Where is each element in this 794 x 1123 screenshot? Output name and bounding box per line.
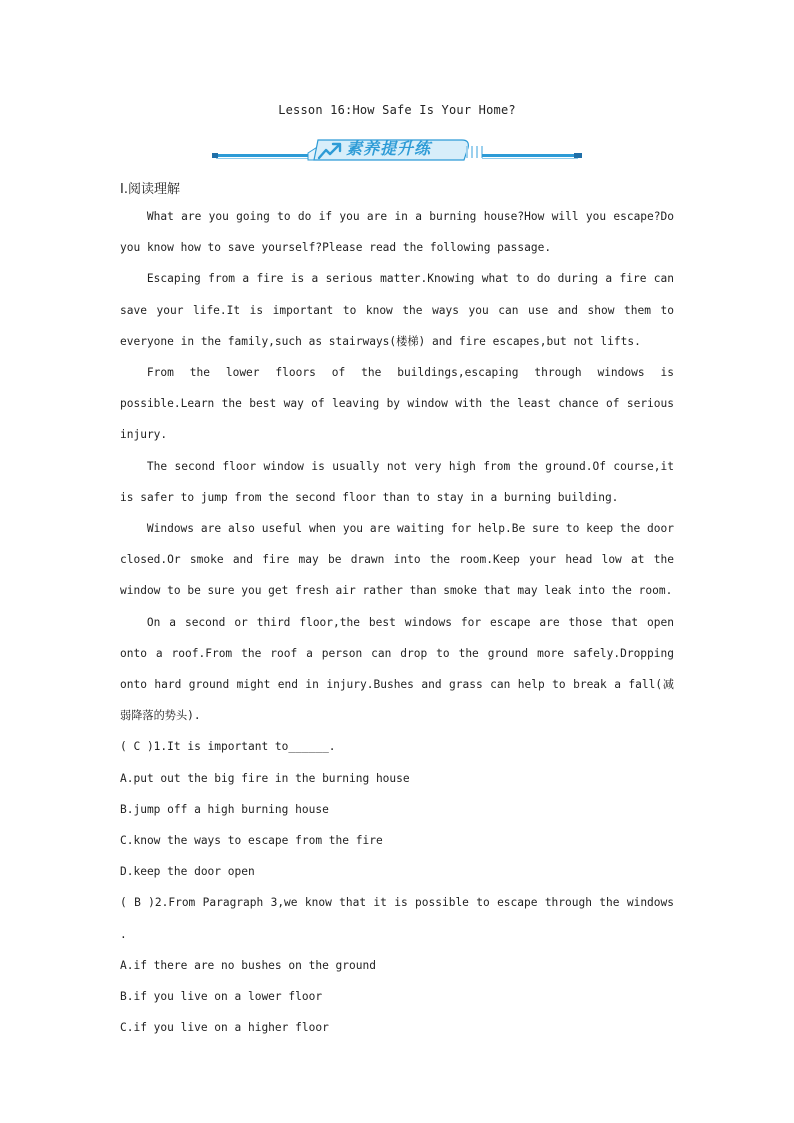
question-1-option-b: B.jump off a high burning house <box>120 802 329 816</box>
passage-paragraph: Windows are also useful when you are waiting for help.Be sure to keep the door closed.Or smoke and fire may be drawn into the room.Keep your head low at the window to be sure you get fresh air rather than smoke that may leak into the room. <box>120 522 674 598</box>
question-1-option-d: D.keep the door open <box>120 865 255 879</box>
section-banner <box>212 134 582 164</box>
lesson-title: Lesson 16:How Safe Is Your Home? <box>278 103 516 117</box>
question-2-option-b: B.if you live on a lower floor <box>120 990 323 1004</box>
passage-paragraph: On a second or third floor,the best windows for escape are those that open onto a roof.From the roof a person can drop to the ground more safely.Dropping onto hard ground might end in injury.Bushes and grass can help to break a fall(减弱降落的势头). <box>120 615 674 723</box>
passage-paragraph: From the lower floors of the buildings,escaping through windows is possible.Learn the best way of leaving by window with the least chance of serious injury. <box>120 366 674 442</box>
question-1-option-c: C.know the ways to escape from the fire <box>120 834 383 848</box>
trend-arrow-icon <box>317 141 343 161</box>
question-2-stem: ( B )2.From Paragraph 3,we know that it is possible to escape through the windows . <box>120 896 674 941</box>
passage-paragraph: The second floor window is usually not very high from the ground.Of course,it is safer to jump from the second floor than to stay in a burning building. <box>120 459 674 504</box>
section-heading: Ⅰ.阅读理解 <box>120 182 180 197</box>
passage-paragraph: What are you going to do if you are in a burning house?How will you escape?Do you know how to save yourself?Please read the following passage. <box>120 210 674 255</box>
passage-paragraph: Escaping from a fire is a serious matter.Knowing what to do during a fire can save your life.It is important to know the ways you can use and show them to everyone in the family,such as stairways(楼梯) and fire escapes,but not lifts. <box>120 272 674 348</box>
question-1-option-a: A.put out the big fire in the burning house <box>120 771 410 785</box>
reading-content <box>120 201 674 1043</box>
question-2-option-c: C.if you live on a higher floor <box>120 1021 329 1035</box>
question-1-stem: ( C )1.It is important to______. <box>120 740 336 754</box>
question-2-option-a: A.if there are no bushes on the ground <box>120 958 376 972</box>
banner-title: 素养提升练 <box>346 139 432 158</box>
